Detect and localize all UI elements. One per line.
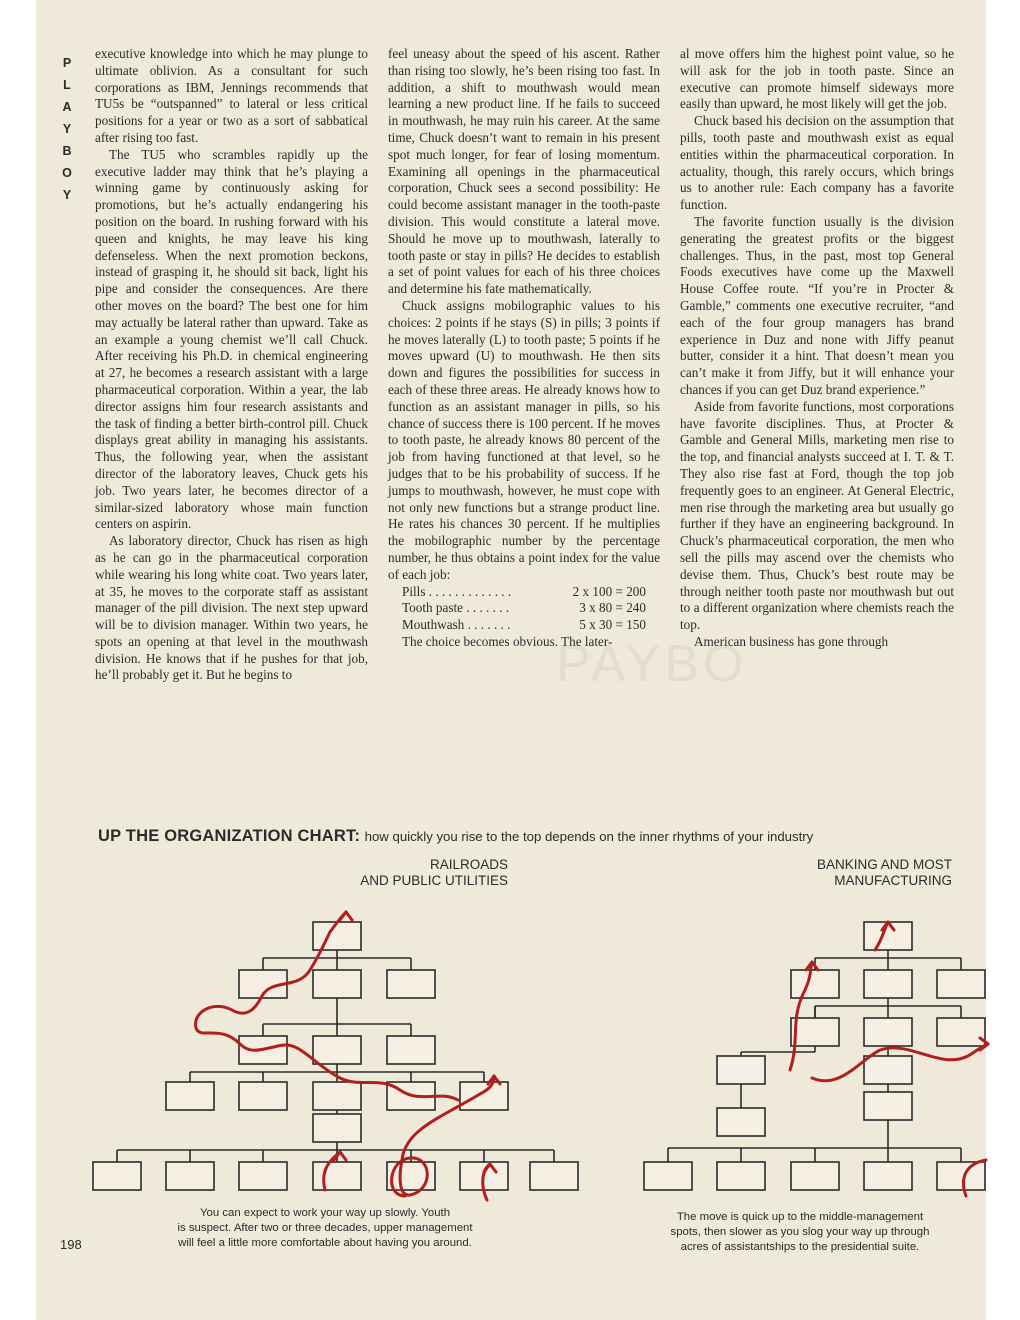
side-label-letter: A [62, 100, 72, 114]
org-box [717, 1056, 765, 1084]
org-box [717, 1162, 765, 1190]
column-3-paragraph: The favorite function usually is the division generating the greatest profits or the biggest challenges. Thus, in the past, most top General Foods executives have come up the Maxwell House Coffee route. “If you’re in Procter & Gamble,” comments one executive recruiter, “and each of the four group managers has brand experience in Duz and none with Jiffy peanut butter, consider it a hint. That doesn’t mean you can’t make it from Jiffy, but it will enhance your chances if you can get Duz brand experience.” [680, 213, 954, 397]
org-box [313, 1114, 361, 1142]
column-2-paragraph: feel uneasy about the speed of his ascent. Rather than rising too slowly, he’s been rising too fast. In addition, a shift to mouthwash would mean learning a new product line. If he fails to succeed in mouthwash, he may ruin his career. At the same time, Chuck doesn’t want to remain in his present spot much longer, for fear of losing momentum. Examining all openings in the pharmaceutical corporation, Chuck sees a second possibility: He could become assistant manager in the tooth-paste division. This would constitute a lateral move. Should he move up to mouthwash, laterally to tooth paste or stay in pills? He decides to establish a set of point values for each of his three choices and determine his fate mathematically. [388, 46, 660, 297]
org-box [166, 1162, 214, 1190]
right-chart-title-line-1: BANKING AND MOST [816, 857, 952, 872]
column-2-closing-line: The choice becomes obvious. The later- [402, 633, 613, 649]
left-chart-title-line-2: AND PUBLIC UTILITIES [360, 873, 508, 888]
watermark: PAYBO [556, 635, 748, 693]
side-label-letter: Y [62, 122, 72, 136]
org-box [387, 1036, 435, 1064]
org-box [864, 1056, 912, 1084]
org-box [864, 1162, 912, 1190]
org-box [864, 922, 912, 950]
column-3-paragraph: al move offers him the highest point value, so he will ask for the job in tooth paste. Since an executive can promote himself sideways more easily than upward, he most likely will get the job. [680, 46, 954, 112]
column-3-paragraph: Aside from favorite functions, most corporations have favorite disciplines. Thus, at Procter & Gamble and General Mills, marketing men rise to the top, and financial analysts succeed at I. T. & T. They also rise fast at Ford, though the top job frequently goes to an engineer. At General Electric, men rise through the marketing area but usually go further if they have an engineering background. In Chuck’s pharmaceutical corporation, the men who sell the pills may ascend over the chemists who devise them. Thus, Chuck’s best route may be through neither tooth paste nor mouthwash but out to a different organization where chemists reach the top. [680, 398, 954, 633]
column-2-paragraph: Chuck assigns mobilographic values to his choices: 2 points if he stays (S) in pills; 3 points if he moves laterally (L) to tooth paste; 5 points if he moves upward (U) to mouthwash. He then sits down and figures the possibilities for success in each of these three areas. He already knows how to function as an assistant manager in pills, so his chance of success there is 100 percent. If he moves to tooth paste, he already knows 80 percent of the job from having functioned at that level, so he judges that to be his probability of success. If he jumps to mouthwash, however, he must cope with not only new functions but a strange product line. He rates his chances 30 percent. If he multiplies the mobilographic number by the percentage number, he thus obtains a point index for the value of each job: [388, 297, 660, 582]
page-number: 198 [60, 1237, 82, 1252]
table-row-label: Mouthwash . . . . . . . [402, 617, 511, 633]
org-box [864, 1018, 912, 1046]
column-3-paragraph: American business has gone through [694, 633, 889, 649]
org-box [387, 970, 435, 998]
arrow-head [340, 912, 352, 920]
side-label-letter: Y [62, 188, 72, 202]
org-box [313, 970, 361, 998]
org-box [644, 1162, 692, 1190]
column-1-paragraph: As laboratory director, Chuck has risen as high as he can go in the pharmaceutical corporation while wearing his long white coat. Two years later, at 35, he moves to the corporate staff as assistant manager of the pill division. The next step upward will be to division manager. Within two years, he spots an opening at that level in the mouthwash division. He knows that if he pushes for that job, he’ll probably get it. But he begins to [95, 533, 368, 683]
right-caption-line-3: acres of assistantships to the presidential suite. [680, 1241, 920, 1253]
arrow-head [334, 1152, 346, 1160]
left-org-chart [93, 922, 578, 1190]
org-box [864, 1092, 912, 1120]
column-1-paragraph: The TU5 who scrambles rapidly up the executive ladder may think that he’s playing a winning game by continuously asking for promotions, but he’s actually endangering his position on the board. In rushing forward with his queen and knights, he may leave his king defenseless. When the next promotion beckons, instead of grasping it, he should sit back, light his pipe and consider the consequences. Are there other moves on the board? The best one for him may actually be lateral rather than upward. Take as an example a young chemist we’ll call Chuck. After receiving his Ph.D. in chemical engineering at 27, he becomes a research assistant with a large pharmaceutical corporation. Within a year, the lab director assigns him four research assistants and the task of finding a better birth-control pill. Chuck displays great ability in managing his assistants. Thus, the following year, when the assistant director of the laboratory leaves, Chuck gets his job. Two years later, he becomes director of a similar-sized laboratory whose main function centers on aspirin. [95, 146, 368, 532]
column-3-paragraph: Chuck based his decision on the assumption that pills, tooth paste and mouthwash exist as equal entities within the pharmaceutical corporation. In actuality, though, this rarely occurs, which brings us to another rule: Each company has a favorite function. [680, 113, 954, 213]
table-row-calculation: 3 x 80 = 240 [579, 600, 646, 616]
side-label-letter: P [62, 56, 72, 70]
org-box [937, 970, 985, 998]
column-1-paragraph: executive knowledge into which he may plunge to ultimate oblivion. As a consultant for such corporations as IBM, Jennings recommends that TU5s be “outspanned” to lateral or less critical positions for a year or two as a sort of sabbatical after rising too fast. [95, 46, 368, 145]
org-box [313, 922, 361, 950]
table-row-calculation: 2 x 100 = 200 [572, 583, 646, 599]
org-box [460, 1082, 508, 1110]
org-box [166, 1082, 214, 1110]
org-box [864, 970, 912, 998]
org-box [313, 1162, 361, 1190]
right-chart-title-line-2: MANUFACTURING [834, 873, 952, 888]
chart-heading-subtitle: how quickly you rise to the top depends on the inner rhythms of your industry [364, 829, 814, 844]
org-box [93, 1162, 141, 1190]
org-box [791, 1162, 839, 1190]
org-box [937, 1162, 985, 1190]
chart-heading-title: UP THE ORGANIZATION CHART: [98, 827, 361, 845]
table-row-label: Pills . . . . . . . . . . . . . [402, 583, 512, 599]
table-row-label: Tooth paste . . . . . . . [402, 600, 510, 616]
org-box [239, 1082, 287, 1110]
org-box [717, 1108, 765, 1136]
table-row-calculation: 5 x 30 = 150 [579, 617, 646, 633]
org-box [313, 1036, 361, 1064]
org-box [313, 1082, 361, 1110]
left-caption-line-1: You can expect to work your way up slowly. Youth [199, 1207, 451, 1219]
side-label-letter: B [62, 144, 72, 158]
org-box [791, 1018, 839, 1046]
side-label-letter: L [63, 78, 71, 92]
left-caption-line-2: is suspect. After two or three decades, upper management [177, 1222, 473, 1234]
org-box [791, 970, 839, 998]
left-chart-caption [120, 1206, 530, 1251]
left-chart-title-line-1: RAILROADS [429, 857, 508, 872]
org-box [239, 1162, 287, 1190]
right-caption-line-1: The move is quick up to the middle-management [676, 1211, 924, 1223]
left-caption-line-3: will feel a little more comfortable about having you around. [178, 1237, 472, 1249]
right-caption-line-2: spots, then slower as you slog your way up through [670, 1226, 930, 1238]
org-box [530, 1162, 578, 1190]
side-label-letter: O [62, 166, 72, 180]
right-chart-caption [635, 1210, 965, 1255]
org-box [937, 1018, 985, 1046]
